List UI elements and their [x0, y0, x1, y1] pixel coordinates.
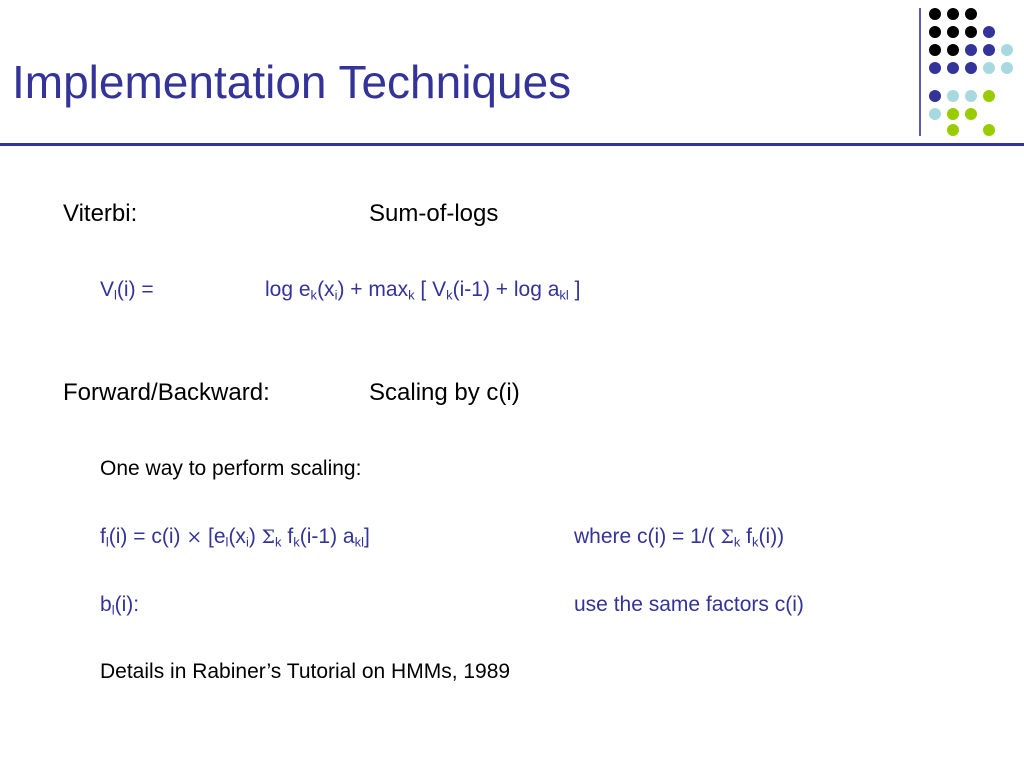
- backward-note: use the same factors c(i): [574, 593, 804, 616]
- dot: [965, 26, 977, 38]
- dot: [947, 62, 959, 74]
- slide-title: Implementation Techniques: [12, 56, 572, 108]
- dot: [983, 62, 995, 74]
- dot: [947, 90, 959, 102]
- dot: [983, 44, 995, 56]
- fb-method: Scaling by c(i): [369, 379, 520, 406]
- backward-equation: $b_l(i)$:: [100, 593, 140, 618]
- scaling-factor-equation: where c(i) = 1/( $\Sigma_k$ $f_k(i)$): [574, 525, 785, 550]
- decorative-dot-grid: [929, 8, 1009, 138]
- dot: [965, 90, 977, 102]
- dot: [983, 90, 995, 102]
- dot: [947, 44, 959, 56]
- dot: [929, 108, 941, 120]
- dot: [929, 44, 941, 56]
- title-underline: [0, 143, 1024, 146]
- dot: [983, 26, 995, 38]
- dot: [929, 90, 941, 102]
- dot: [965, 8, 977, 20]
- dot: [983, 124, 995, 136]
- dot: [965, 108, 977, 120]
- dot: [1001, 44, 1013, 56]
- dot: [965, 44, 977, 56]
- dot: [947, 124, 959, 136]
- dot: [947, 26, 959, 38]
- dot: [929, 8, 941, 20]
- details-reference: Details in Rabiner’s Tutorial on HMMs, 1989: [100, 660, 511, 683]
- viterbi-equation-lhs: $V_l(i)$ =: [100, 278, 154, 303]
- dot: [929, 26, 941, 38]
- dot: [1001, 62, 1013, 74]
- fb-label: Forward/Backward:: [63, 379, 270, 406]
- viterbi-method: Sum-of-logs: [369, 200, 499, 227]
- viterbi-equation-rhs: $\log e_k(x_i) + \max_k$ [ $V_k(i-1) + \log a_{kl}$ ]: [265, 278, 581, 303]
- dot: [929, 62, 941, 74]
- one-way-text: One way to perform scaling:: [100, 457, 362, 480]
- viterbi-label: Viterbi:: [63, 200, 138, 227]
- dot: [965, 62, 977, 74]
- dot: [947, 8, 959, 20]
- decorative-vertical-line: [919, 8, 921, 136]
- forward-equation: $f_l(i) = c(i) \times [e_l(x_i)$ $\Sigma_k$ $f_k(i-1)$ $a_{kl}$]: [100, 525, 370, 550]
- dot: [947, 108, 959, 120]
